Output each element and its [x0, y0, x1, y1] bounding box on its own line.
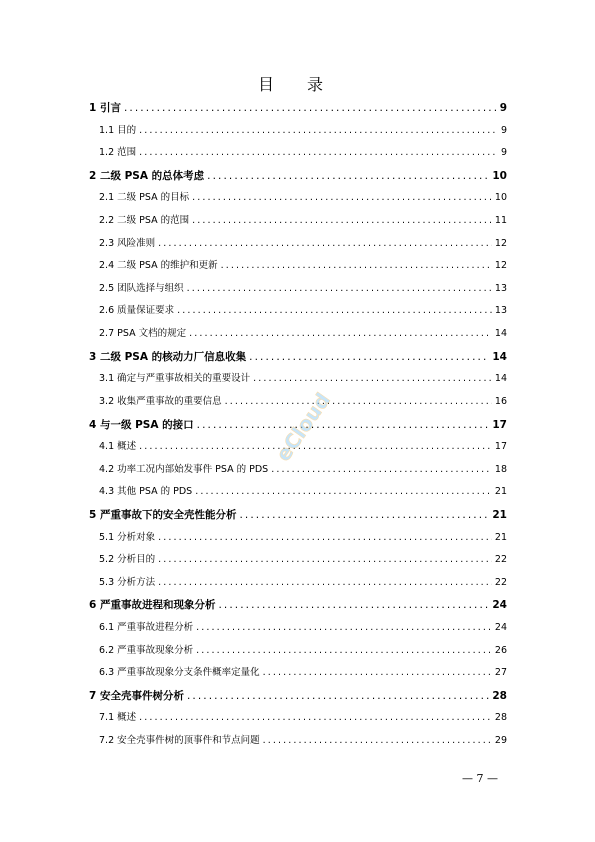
- dot-leader: [263, 730, 492, 753]
- dot-leader: [271, 459, 492, 482]
- toc-entry-page-number: 9: [499, 102, 507, 114]
- toc-entry-label: 1.2 范围: [99, 147, 137, 159]
- toc-section-entry[interactable]: [89, 707, 507, 730]
- svg-text:eCloud: eCloud: [270, 388, 336, 466]
- toc-entry-page-number: 21: [492, 508, 507, 521]
- toc-entry-page-number: 22: [494, 576, 507, 588]
- toc-section-entry[interactable]: [89, 300, 507, 323]
- toc-section-entry[interactable]: [89, 233, 507, 256]
- toc-section-entry[interactable]: [89, 617, 507, 640]
- dot-leader: [189, 323, 492, 346]
- toc-entry-label: 5.2 分析目的: [99, 554, 156, 566]
- toc-entry-page-number: 14: [494, 328, 507, 340]
- toc-entry-page-number: 9: [500, 147, 507, 159]
- toc-section-entry[interactable]: [89, 120, 507, 143]
- dot-leader: [192, 210, 492, 233]
- toc-entry-label: 7.1 概述: [99, 712, 137, 724]
- toc-entry-page-number: 22: [494, 554, 507, 566]
- toc-entry-page-number: 28: [492, 689, 507, 702]
- dot-leader: [218, 594, 489, 617]
- toc-entry-label: 3 二级 PSA 的核动力厂信息收集: [89, 350, 247, 363]
- toc-section-entry[interactable]: [89, 210, 507, 233]
- toc-section-entry[interactable]: [89, 278, 507, 301]
- toc-section-entry[interactable]: [89, 662, 507, 685]
- toc-entry-page-number: 12: [494, 237, 507, 249]
- toc-section-entry[interactable]: [89, 436, 507, 459]
- dot-leader: [197, 414, 490, 437]
- toc-entry-label: 2.3 风险准则: [99, 237, 156, 249]
- dot-leader: [139, 436, 492, 459]
- table-of-contents: [89, 97, 507, 753]
- toc-entry-label: 2.1 二级 PSA 的目标: [99, 192, 190, 204]
- toc-entry-page-number: 21: [494, 486, 507, 498]
- toc-entry-page-number: 17: [494, 441, 507, 453]
- toc-entry-label: 2.6 质量保证要求: [99, 305, 175, 317]
- toc-entry-label: 1.1 目的: [99, 124, 137, 136]
- dot-leader: [187, 278, 492, 301]
- toc-entry-page-number: 18: [494, 463, 507, 475]
- toc-entry-label: 4.1 概述: [99, 441, 137, 453]
- dot-leader: [158, 527, 492, 550]
- dot-leader: [124, 97, 497, 120]
- toc-chapter-entry[interactable]: [89, 346, 507, 369]
- toc-entry-page-number: 11: [494, 215, 507, 227]
- toc-section-entry[interactable]: [89, 730, 507, 753]
- toc-entry-label: 2 二级 PSA 的总体考虑: [89, 169, 205, 182]
- dot-leader: [158, 549, 492, 572]
- toc-chapter-entry[interactable]: [89, 685, 507, 708]
- toc-entry-page-number: 10: [494, 192, 507, 204]
- toc-chapter-entry[interactable]: [89, 165, 507, 188]
- dot-leader: [239, 504, 489, 527]
- toc-entry-label: 3.2 收集严重事故的重要信息: [99, 395, 222, 407]
- toc-entry-label: 3.1 确定与严重事故相关的重要设计: [99, 373, 251, 385]
- toc-section-entry[interactable]: [89, 368, 507, 391]
- toc-section-entry[interactable]: [89, 572, 507, 595]
- toc-entry-page-number: 16: [494, 395, 507, 407]
- dot-leader: [139, 120, 498, 143]
- toc-entry-page-number: 24: [494, 622, 507, 634]
- toc-entry-label: 4 与一级 PSA 的接口: [89, 418, 194, 431]
- page-number-footer: — 7 —: [462, 772, 498, 785]
- toc-entry-page-number: 27: [494, 667, 507, 679]
- dot-leader: [249, 346, 489, 369]
- toc-entry-label: 6.1 严重事故进程分析: [99, 622, 194, 634]
- toc-entry-label: 4.2 功率工况内部始发事件 PSA 的 PDS: [99, 463, 269, 475]
- dot-leader: [225, 391, 492, 414]
- dot-leader: [221, 255, 492, 278]
- dot-leader: [139, 142, 498, 165]
- dot-leader: [158, 572, 492, 595]
- toc-entry-label: 5.1 分析对象: [99, 531, 156, 543]
- toc-entry-page-number: 28: [494, 712, 507, 724]
- dot-leader: [196, 617, 492, 640]
- toc-section-entry[interactable]: [89, 459, 507, 482]
- dot-leader: [158, 233, 492, 256]
- toc-entry-page-number: 14: [494, 373, 507, 385]
- toc-entry-page-number: 13: [494, 282, 507, 294]
- dot-leader: [177, 300, 492, 323]
- toc-entry-page-number: 9: [500, 124, 507, 136]
- dot-leader: [192, 187, 492, 210]
- toc-entry-label: 2.5 团队选择与组织: [99, 282, 184, 294]
- toc-section-entry[interactable]: [89, 323, 507, 346]
- toc-section-entry[interactable]: [89, 255, 507, 278]
- toc-chapter-entry[interactable]: [89, 504, 507, 527]
- dot-leader: [187, 685, 489, 708]
- toc-entry-label: 2.7 PSA 文档的规定: [99, 328, 187, 340]
- toc-entry-label: 6.3 严重事故现象分支条件概率定量化: [99, 667, 260, 679]
- toc-section-entry[interactable]: [89, 391, 507, 414]
- dot-leader: [196, 640, 492, 663]
- toc-entry-page-number: 29: [494, 735, 507, 747]
- toc-entry-page-number: 17: [492, 418, 507, 431]
- toc-entry-label: 7.2 安全壳事件树的顶事件和节点问题: [99, 735, 260, 747]
- toc-entry-page-number: 24: [492, 599, 507, 612]
- toc-section-entry[interactable]: [89, 481, 507, 504]
- toc-entry-page-number: 14: [492, 350, 507, 363]
- toc-entry-label: 6.2 严重事故现象分析: [99, 644, 194, 656]
- toc-section-entry[interactable]: [89, 142, 507, 165]
- toc-entry-label: 7 安全壳事件树分析: [89, 689, 184, 702]
- toc-section-entry[interactable]: [89, 187, 507, 210]
- toc-entry-label: 2.4 二级 PSA 的维护和更新: [99, 260, 218, 272]
- toc-chapter-entry[interactable]: [89, 414, 507, 437]
- toc-entry-page-number: 26: [494, 644, 507, 656]
- toc-chapter-entry[interactable]: [89, 97, 507, 120]
- toc-entry-label: 5 严重事故下的安全壳性能分析: [89, 508, 237, 521]
- dot-leader: [253, 368, 492, 391]
- dot-leader: [263, 662, 492, 685]
- toc-entry-page-number: 12: [494, 260, 507, 272]
- toc-section-entry[interactable]: [89, 549, 507, 572]
- dot-leader: [139, 707, 492, 730]
- toc-entry-page-number: 21: [494, 531, 507, 543]
- toc-entry-page-number: 10: [492, 169, 507, 182]
- dot-leader: [207, 165, 489, 188]
- toc-title: 目 录: [257, 75, 338, 94]
- toc-entry-label: 5.3 分析方法: [99, 576, 156, 588]
- toc-section-entry[interactable]: [89, 640, 507, 663]
- toc-entry-label: 1 引言: [89, 102, 121, 114]
- toc-entry-label: 4.3 其他 PSA 的 PDS: [99, 486, 193, 498]
- toc-section-entry[interactable]: [89, 527, 507, 550]
- toc-entry-label: 6 严重事故进程和现象分析: [89, 599, 216, 612]
- toc-entry-label: 2.2 二级 PSA 的范围: [99, 215, 190, 227]
- toc-entry-page-number: 13: [494, 305, 507, 317]
- toc-chapter-entry[interactable]: [89, 594, 507, 617]
- dot-leader: [195, 481, 492, 504]
